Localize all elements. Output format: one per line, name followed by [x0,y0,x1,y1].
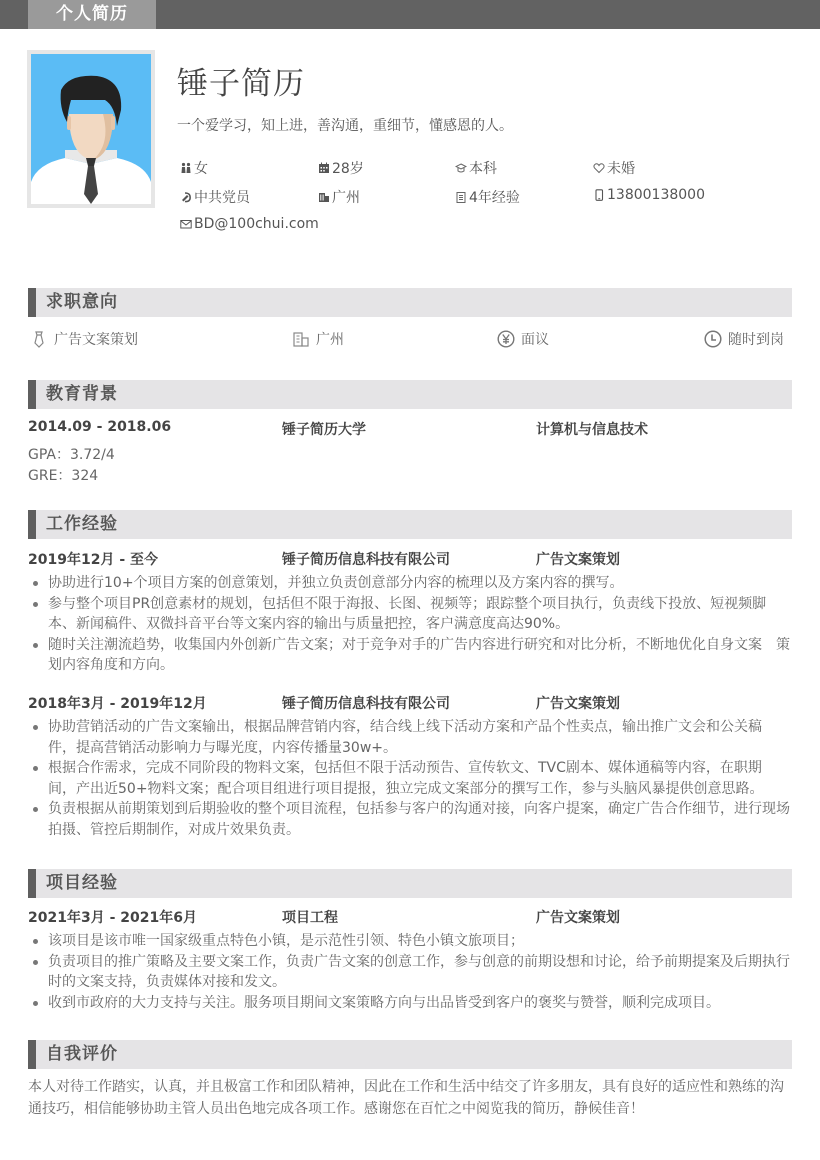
section-bar [28,380,36,409]
person-avatar-icon [31,54,151,204]
resume-tab: 个人简历 [28,0,156,29]
job-period: 2019年12月 - 至今 [28,552,159,568]
heart-icon [592,161,606,175]
avatar [31,54,151,204]
list-item: 收到市政府的大力支持与关注。服务项目期间文案策略方向与出品皆受到客户的褒奖与赞誉，顺利完成项目。 [28,993,794,1014]
job-position: 广告文案策划 [536,552,620,568]
building-icon [317,190,331,204]
intent-city: 广州 [292,329,344,349]
section-header-self-eval: 自我评价 [28,1040,792,1069]
section-header-project: 项目经验 [28,869,792,898]
info-marital: 未婚 [592,158,635,178]
motto: 一个爱学习，知上进，善沟通，重细节，懂感恩的人。 [177,118,513,134]
job-period: 2018年3月 - 2019年12月 [28,696,207,712]
info-experience: 4年经验 [454,187,520,207]
intent-availability: 随时到岗 [704,329,784,349]
info-city: 广州 [317,187,360,207]
project-period: 2021年3月 - 2021年6月 [28,910,197,926]
list-item: 协助营销活动的广告文案输出，根据品牌营销内容，结合线上线下活动方案和产品个性卖点，输出推广文会和公关稿 件，提高营销活动影响力与曝光度，内容传播量30w+。 [28,717,794,758]
intent-salary: 面议 [497,329,549,349]
mail-icon [179,217,193,231]
yen-icon [497,330,515,348]
info-age: 28岁 [317,158,364,178]
education-gpa: GPA：3.72/4 [28,447,115,463]
list-item: 协助进行10+个项目方案的创意策划，并独立负责创意部分内容的梳理以及方案内容的撰写。 [28,573,794,594]
graduation-cap-icon [454,161,468,175]
list-item: 根据合作需求，完成不同阶段的物料文案，包括但不限于活动预告、宣传软文、TVC剧本、媒体通稿等内容，在职期 间，产出近50+物料文案；配合项目组进行项目提报，独立完成文案部分的撰写工作，参与头脑风暴提供创意思路。 [28,758,794,799]
job-position: 广告文案策划 [536,696,620,712]
job-1-bullets [28,573,794,676]
info-politics: 中共党员 [179,187,250,207]
avatar-frame [27,50,155,208]
info-email: BD@100chui.com [179,216,319,232]
section-bar [28,510,36,539]
list-item: 负责项目的推广策略及主要文案工作，负责广告文案的创意工作，参与创意的前期设想和讨论，给予前期提案及后期执行时的文案支持，负责媒体对接和发文。 [28,952,794,993]
phone-icon [592,188,606,202]
top-bar [0,0,820,29]
intent-position: 广告文案策划 [30,329,138,349]
section-bar [28,1040,36,1069]
clock-icon [704,330,722,348]
candidate-name: 锤子简历 [177,66,305,102]
section-bar [28,869,36,898]
education-major: 计算机与信息技术 [536,422,648,438]
job-row-1 [28,549,792,569]
section-bar [28,288,36,317]
project-row [28,907,792,927]
city-icon [292,330,310,348]
self-eval-text: 本人对待工作踏实，认真，并且极富工作和团队精神，因此在工作和生活中结交了许多朋友，具有良好的适应性和熟练的沟通技巧，相信能够协助主管人员出色地完成各项工作。感谢您在百忙之中阅览我的简历，静候佳音！ [28,1079,784,1117]
gender-icon [179,161,193,175]
tie-icon [30,330,48,348]
project-name: 项目工程 [282,910,338,926]
job-company: 锤子简历信息科技有限公司 [282,552,450,568]
project-role: 广告文案策划 [536,910,620,926]
clipboard-icon [454,190,468,204]
info-gender: 女 [179,158,208,178]
list-item: 参与整个项目PR创意素材的规划，包括但不限于海报、长图、视频等；跟踪整个项目执行，负责线下投放、短视频脚本、新闻稿件、双微抖音平台等文案内容的输出与质量把控，客户满意度高达90%。 [28,594,794,635]
list-item: 负责根据从前期策划到后期验收的整个项目流程，包括参与客户的沟通对接，向客户提案，确定广告合作细节，进行现场拍摄、管控后期制作，对成片效果负责。 [28,799,794,840]
list-item: 随时关注潮流趋势，收集国内外创新广告文案；对于竞争对手的广告内容进行研究和对比分析，不断地优化自身文案 策划内容角度和方向。 [28,635,794,676]
section-header-work: 工作经验 [28,510,792,539]
job-row-2 [28,693,792,713]
party-emblem-icon [179,190,193,204]
calendar-icon [317,161,331,175]
education-gre: GRE：324 [28,468,99,484]
education-row [28,419,792,439]
job-2-bullets [28,717,794,840]
info-degree: 本科 [454,158,497,178]
info-phone: 13800138000 [592,187,705,203]
education-school: 锤子简历大学 [282,422,366,438]
project-bullets [28,931,794,1013]
section-header-intent: 求职意向 [28,288,792,317]
section-header-education: 教育背景 [28,380,792,409]
education-period: 2014.09 - 2018.06 [28,419,172,435]
list-item: 该项目是该市唯一国家级重点特色小镇，是示范性引领、特色小镇文旅项目； [28,931,794,952]
job-company: 锤子简历信息科技有限公司 [282,696,450,712]
